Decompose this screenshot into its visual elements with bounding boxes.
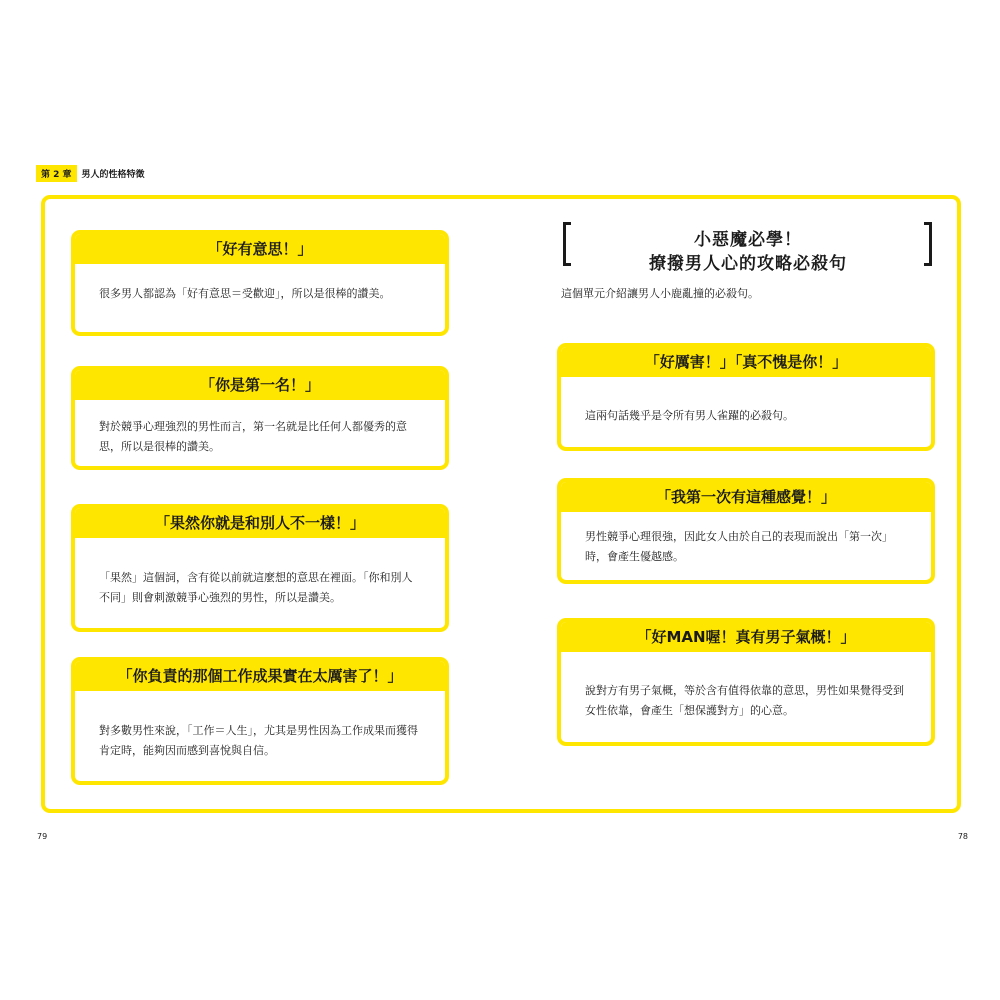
phrase-title: 「好有意思！」 [75,234,445,264]
phrase-card [71,366,449,470]
section-intro: 這個單元介紹讓男人小鹿亂撞的必殺句。 [561,287,759,300]
phrase-body: 男性競爭心理很強，因此女人由於自己的表現而說出「第一次」時，會產生優越感。 [585,530,893,563]
phrase-body: 很多男人都認為「好有意思＝受歡迎」，所以是很棒的讚美。 [99,287,391,300]
page-number-right: 78 [957,832,968,841]
section-callout [556,218,940,276]
chapter-tag [36,165,145,182]
phrase-body: 這兩句話幾乎是令所有男人雀躍的必殺句。 [585,409,794,422]
phrase-card [71,230,449,336]
phrase-body: 對多數男性來說，「工作＝人生」，尤其是男性因為工作成果而獲得肯定時，能夠因而感到喜悅與自信。 [99,724,418,757]
right-bracket-icon [924,222,932,266]
phrase-title: 「我第一次有這種感覺！」 [561,482,931,512]
phrase-card [71,657,449,785]
phrase-card [71,504,449,632]
phrase-title: 「你是第一名！」 [75,370,445,400]
phrase-card [557,618,935,746]
phrase-body: 對於競爭心理強烈的男性而言，第一名就是比任何人都優秀的意思，所以是很棒的讚美。 [99,420,407,453]
phrase-title: 「果然你就是和別人不一樣！」 [75,508,445,538]
phrase-body: 說對方有男子氣概，等於含有值得依靠的意思，男性如果覺得受到女性依靠，會產生「想保護對方」的心意。 [585,684,904,717]
phrase-card [557,478,935,584]
phrase-title: 「好厲害！」「真不愧是你！」 [561,347,931,377]
phrase-title: 「好MAN喔！真有男子氣概！」 [561,622,931,652]
phrase-body: 「果然」這個詞，含有從以前就這麼想的意思在裡面。「你和別人不同」則會刺激競爭心強烈的男性，所以是讚美。 [99,571,413,604]
phrase-card [557,343,935,451]
chapter-badge: 第 2 章 [36,165,77,182]
page-number-left: 79 [37,832,48,841]
phrase-title: 「你負責的那個工作成果實在太厲害了！」 [75,661,445,691]
callout-title-line1: 小惡魔必學！ [694,230,802,250]
chapter-title: 男人的性格特徵 [81,170,145,180]
callout-title-line2: 撩撥男人心的攻略必殺句 [649,254,847,274]
